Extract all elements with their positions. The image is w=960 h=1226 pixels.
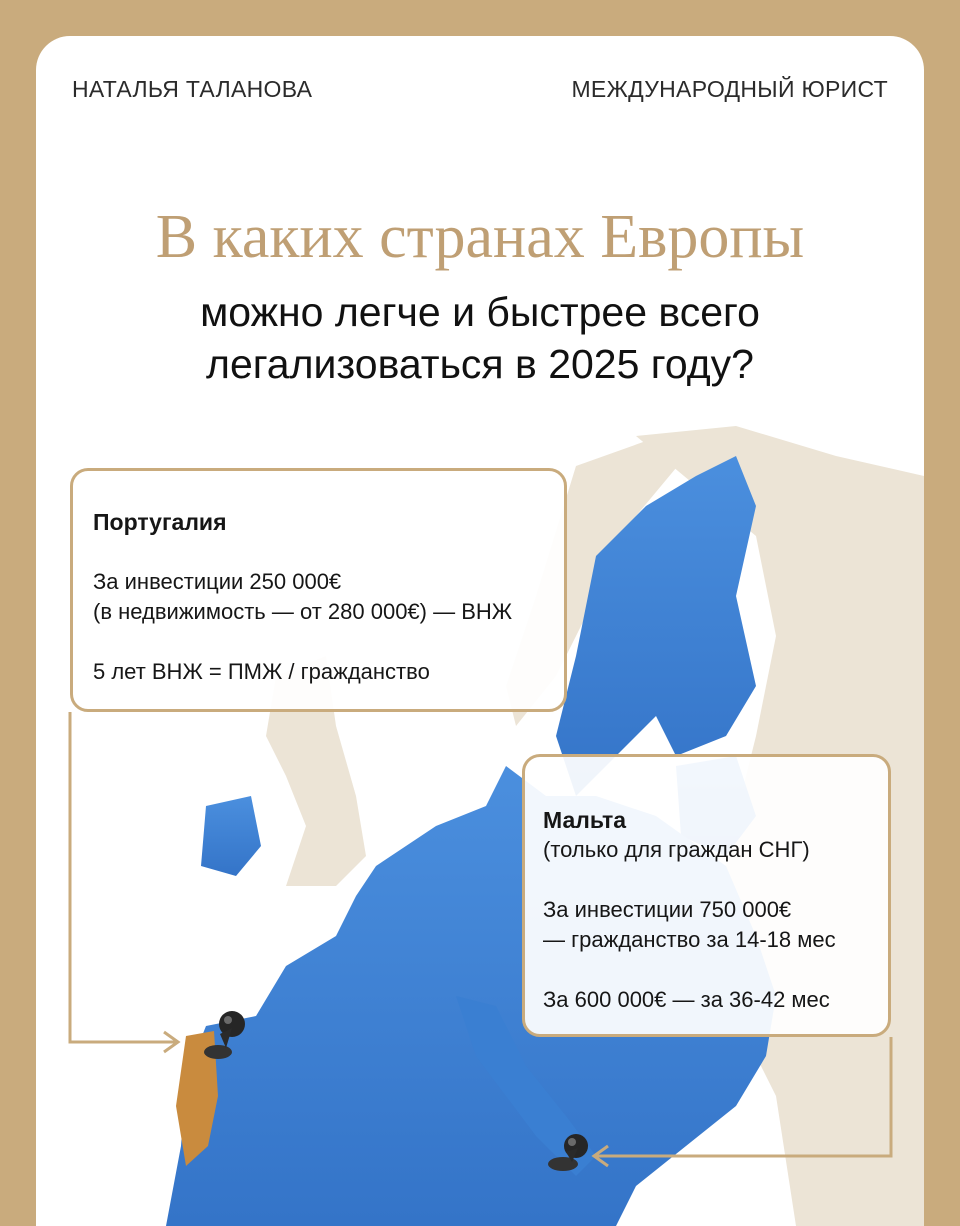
portugal-title: Португалия — [93, 509, 227, 535]
malta-line: За 600 000€ — за 36-42 мес — [543, 987, 830, 1012]
author-name: НАТАЛЬЯ ТАЛАНОВА — [72, 76, 313, 102]
page-title: В каких странах Европы — [155, 203, 805, 271]
author-role: МЕЖДУНАРОДНЫЙ ЮРИСТ — [571, 76, 888, 102]
malta-line: За инвестиции 750 000€ — [543, 897, 792, 922]
portugal-line: 5 лет ВНЖ = ПМЖ / гражданство — [93, 659, 430, 684]
malta-line: — гражданство за 14-18 мес — [543, 927, 836, 952]
portugal-line: За инвестиции 250 000€ — [93, 569, 342, 594]
malta-info-card — [522, 754, 891, 1037]
page-subtitle — [36, 286, 924, 390]
subtitle-line: легализоваться в 2025 году? — [206, 341, 754, 387]
portugal-info-card — [70, 468, 567, 712]
portugal-line: (в недвижимость — от 280 000€) — ВНЖ — [93, 599, 513, 624]
malta-title: Мальта — [543, 807, 627, 833]
malta-note: (только для граждан СНГ) — [543, 837, 810, 862]
header — [72, 76, 888, 103]
content-card — [36, 36, 924, 1226]
subtitle-line: можно легче и быстрее всего — [200, 289, 760, 335]
map-ireland — [201, 796, 261, 876]
